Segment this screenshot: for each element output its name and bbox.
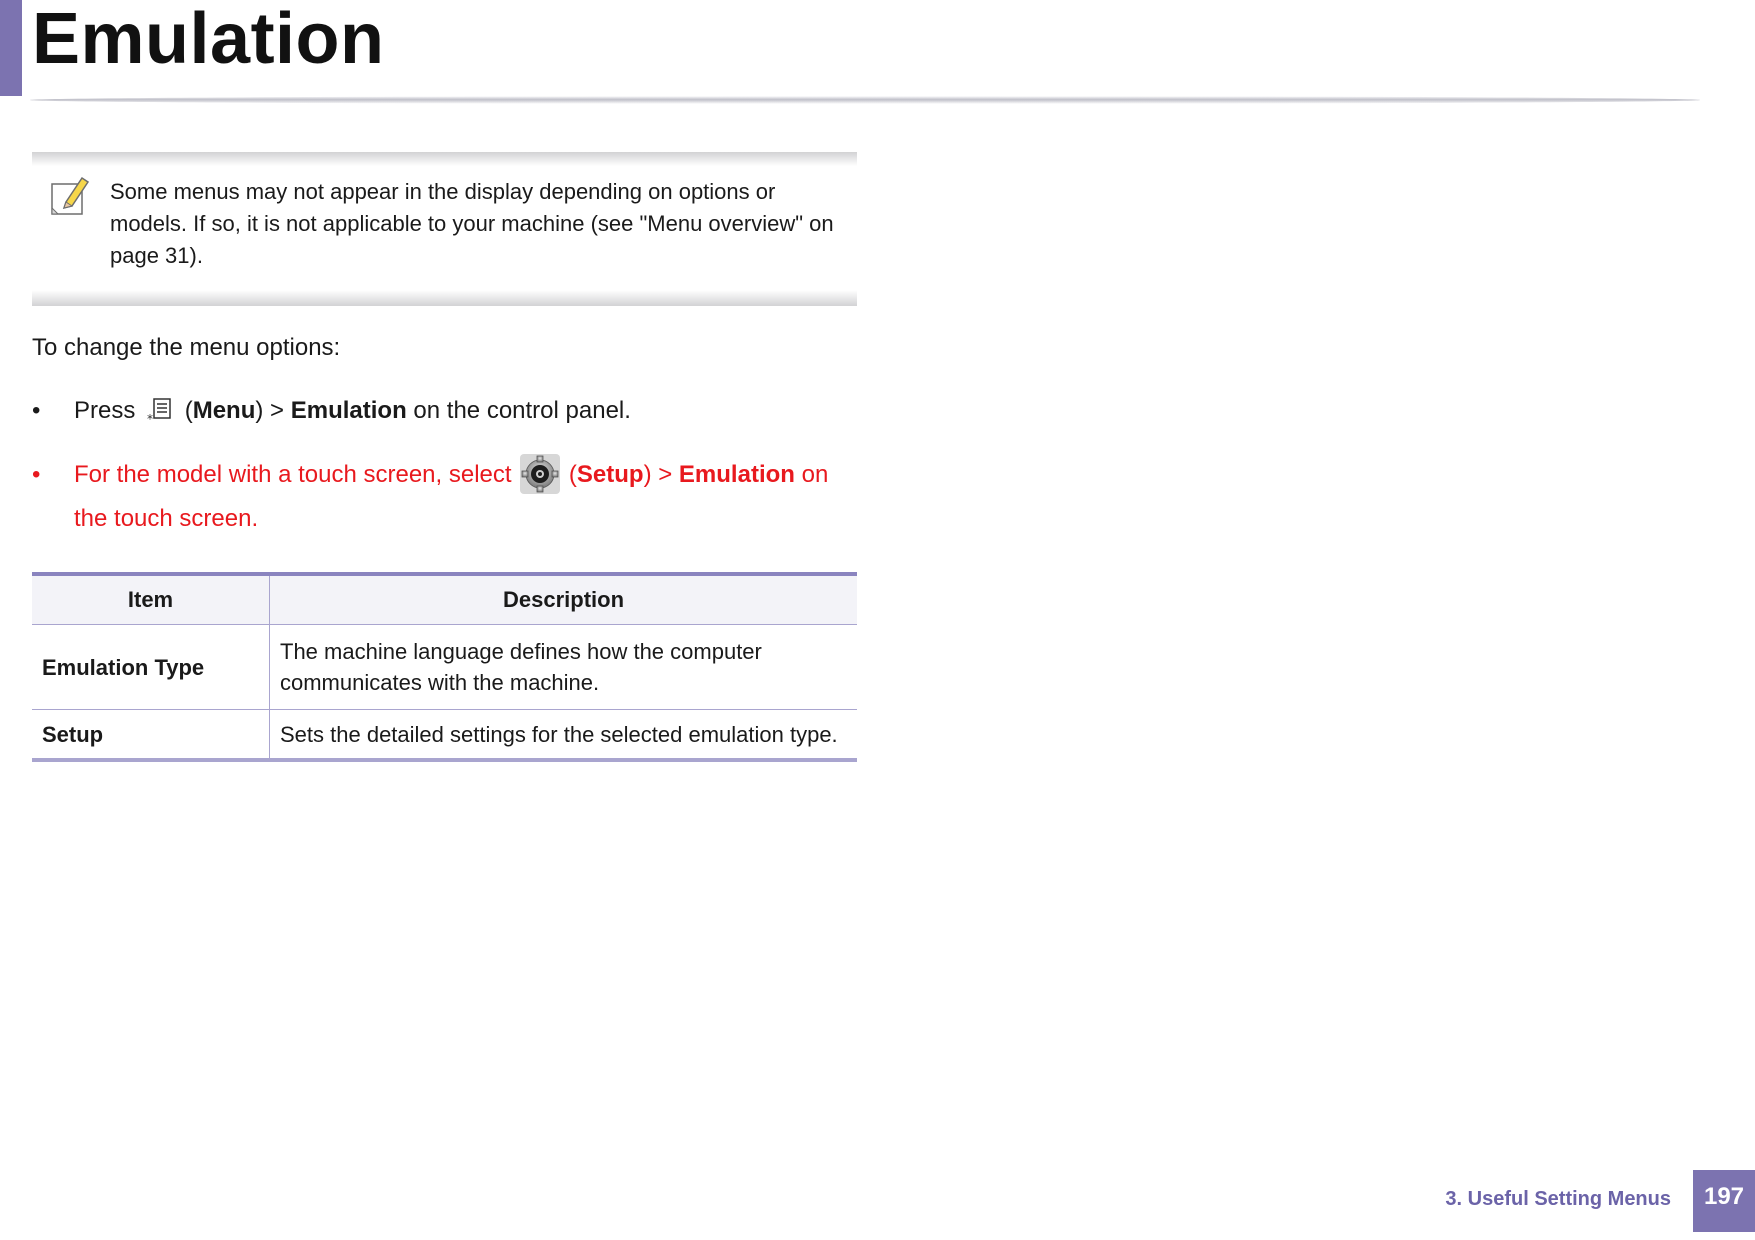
column-header-item: Item — [32, 574, 270, 625]
bullet-marker: • — [32, 397, 41, 424]
bullet-separator: ) > — [255, 397, 285, 424]
bullet-marker: • — [32, 461, 41, 488]
table-cell-description: Sets the detailed settings for the selected emulation type. — [280, 721, 838, 747]
table-cell-description: The machine language defines how the computer communicates with the machine. — [280, 639, 762, 695]
setup-gear-icon — [520, 454, 560, 494]
bullet-suffix: on the control panel. — [413, 397, 631, 424]
title-divider — [30, 96, 1700, 104]
table-header-row — [32, 574, 857, 625]
table-row — [32, 710, 857, 761]
intro-text: To change the menu options: — [32, 334, 341, 361]
note-box — [32, 152, 857, 306]
note-pencil-icon — [46, 174, 92, 220]
svg-text:*: * — [147, 412, 154, 424]
table-row — [32, 625, 857, 710]
bullet-prefix: Press — [74, 397, 136, 424]
setup-label: Setup — [576, 461, 644, 488]
footer-section-link[interactable]: 3. Useful Setting Menus — [1445, 1188, 1671, 1210]
bullet-prefix: For the model with a touch screen, select — [74, 461, 512, 488]
bullet-open-paren: ( — [184, 397, 193, 424]
bullet-separator: ) > — [643, 461, 673, 488]
emulation-target: Emulation — [678, 461, 795, 488]
table-cell-item: Emulation Type — [32, 625, 270, 710]
bullet-open-paren: ( — [568, 461, 577, 488]
title-accent-bar — [0, 0, 22, 96]
menu-icon — [146, 396, 174, 424]
column-header-description: Description — [502, 587, 625, 612]
table-cell-item: Setup — [32, 710, 270, 761]
page-title: Emulation — [32, 0, 385, 79]
emulation-menu-table — [32, 572, 857, 762]
emulation-target: Emulation — [290, 397, 407, 424]
menu-label: Menu — [192, 397, 256, 424]
bullet-suffix: on the touch screen. — [74, 461, 829, 532]
page-number-badge: 197 — [1693, 1170, 1755, 1232]
note-text: Some menus may not appear in the display depending on options or models. If so, it is not applicable to your machine (see "Menu overview" on page 31). — [110, 179, 834, 268]
